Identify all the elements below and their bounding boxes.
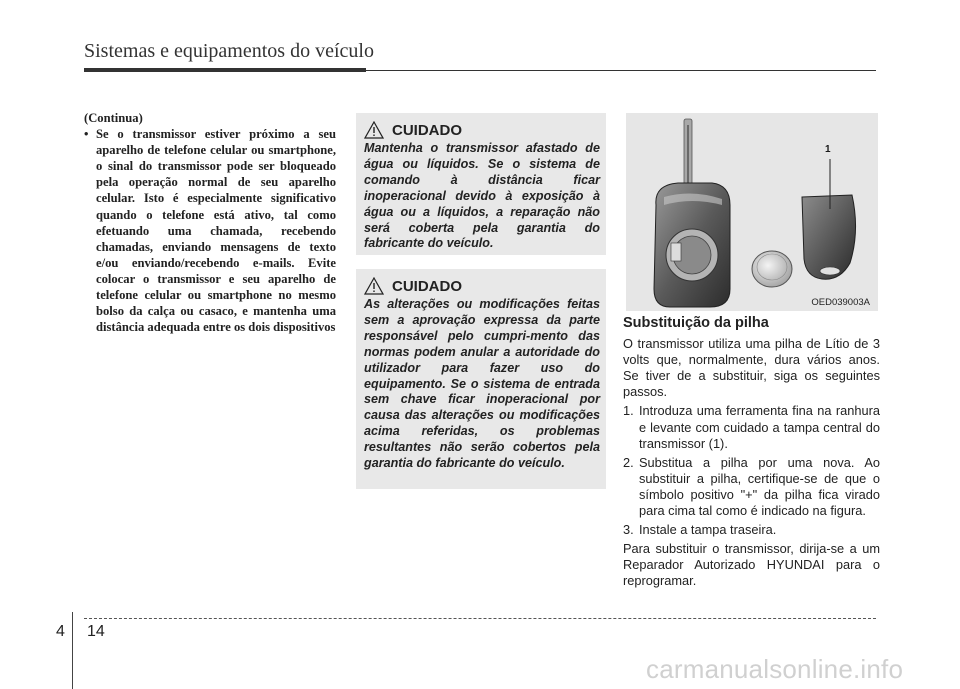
footer-divider	[72, 612, 73, 689]
step-text: Instale a tampa traseira.	[639, 522, 777, 538]
bullet-text: Se o transmissor estiver próximo a seu aparelho de telefone celular ou smartphone, o sinal do transmissor pode ser bloqueado pela operação normal de seu aparelho celular. Isto é especialmente significativo quando o telefone está ativo, tal como efetuando uma chamada, recebendo chamadas, enviando mensagens de texto e/ou enviando/recebendo e-mails. Evite colocar o transmissor e seu aparelho de telefone celular ou smartphone no mesmo bolso da calça ou casaco, e mantenha uma distância adequada entre os dois dispositivos	[96, 127, 336, 335]
warning-icon	[364, 277, 384, 295]
bullet-item	[84, 126, 336, 335]
transmitter-figure	[626, 113, 878, 311]
step-number: 2.	[623, 454, 634, 470]
header-rule-thick	[84, 68, 366, 72]
caution-box-modifications	[356, 269, 606, 489]
caution-title: CUIDADO	[392, 121, 462, 139]
continued-label: (Continua)	[84, 111, 143, 125]
section-heading: Substituição da pilha	[623, 315, 769, 331]
chapter-number: 4	[56, 623, 65, 640]
page-number: 14	[87, 623, 105, 640]
header-rule-thin	[366, 70, 876, 71]
caution-header	[364, 277, 600, 295]
left-column	[84, 110, 336, 335]
caution-text: As alterações ou modificações feitas sem a aprovação expressa da parte responsável pelo cumpri-mento das normas podem anular a autoridade do utilizador para fazer uso do equipamento. Se o sistema de entrada sem chave ficar inoperacional por causa das alterações ou modificações acima referidas, os problemas resultantes não serão cobertos pela garantia do fabricante do veículo.	[364, 297, 600, 471]
intro-paragraph: O transmissor utiliza uma pilha de Lítio de 3 volts que, normalmente, dura vários anos. Se tiver de a substituir, siga os seguintes passos.	[623, 336, 880, 400]
step-number: 3.	[623, 522, 634, 538]
step-number: 1.	[623, 403, 634, 419]
watermark: carmanualsonline.info	[646, 654, 904, 684]
transmitter-illustration	[626, 113, 878, 311]
step-item	[623, 522, 880, 538]
figure-code: OED039003A	[811, 297, 870, 308]
step-text: Introduza uma ferramenta fina na ranhura e levante com cuidado a tampa central do transmissor (1).	[639, 403, 880, 451]
closing-paragraph: Para substituir o transmissor, dirija-se a um Reparador Autorizado HYUNDAI para o reprogramar.	[623, 541, 880, 589]
footer-rule	[84, 618, 876, 619]
callout-number: 1	[825, 144, 831, 155]
step-text: Substitua a pilha por uma nova. Ao substituir a pilha, certifique-se de que o símbolo positivo "+" da pilha fica virado para cima tal como é indicado na figura.	[639, 454, 880, 519]
step-item	[623, 455, 880, 519]
caution-box-water	[356, 113, 606, 255]
caution-title: CUIDADO	[392, 277, 462, 295]
caution-header	[364, 121, 600, 139]
caution-text: Mantenha o transmissor afastado de água ou líquidos. Se o sistema de comando à distância ficar inoperacional devido à exposição à água ou a líquidos, a reparação não será coberta pela garantia do fabricante do veículo.	[364, 141, 600, 251]
step-item	[623, 403, 880, 451]
bullet-dot: •	[84, 127, 89, 142]
warning-icon	[364, 121, 384, 139]
section-title: Sistemas e equipamentos do veículo	[84, 40, 374, 62]
battery-section	[623, 315, 880, 590]
